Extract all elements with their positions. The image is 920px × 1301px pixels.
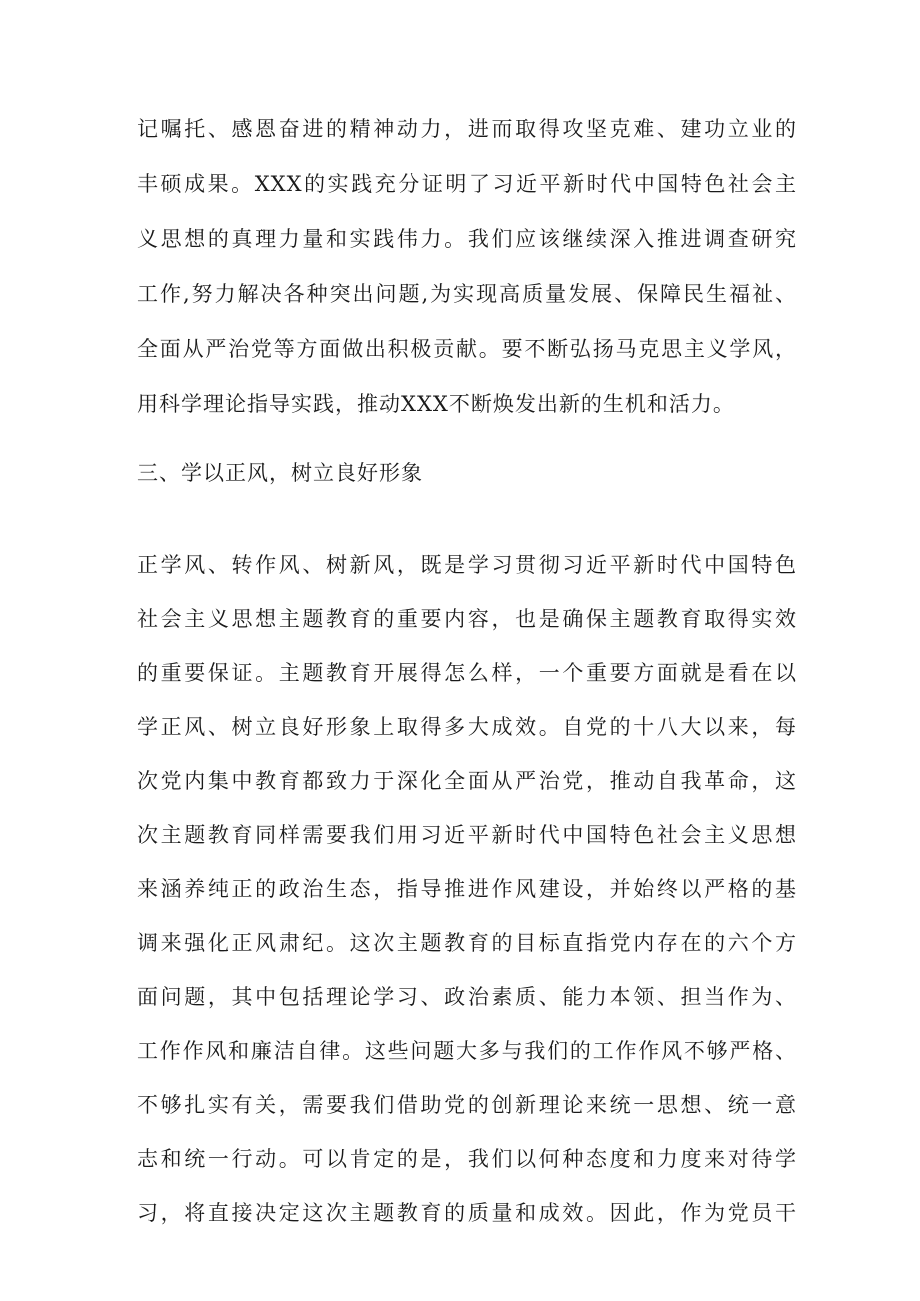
text-line: 工作作风和廉洁自律。这些问题大多与我们的工作作风不够严格、 <box>137 1039 797 1063</box>
text-line: 次主题教育同样需要我们用习近平新时代中国特色社会主义思想 <box>137 823 797 847</box>
text-line: 来涵养纯正的政治生态，指导推进作风建设，并始终以严格的基 <box>137 877 797 901</box>
text-line: 工作,努力解决各种突出问题,为实现高质量发展、保障民生福祉、 <box>137 282 797 306</box>
text-line: 义思想的真理力量和实践伟力。我们应该继续深入推进调查研究 <box>137 227 797 251</box>
text-line: 学正风、树立良好形象上取得多大成效。自党的十八大以来，每 <box>137 715 797 739</box>
text-line: 的重要保证。主题教育开展得怎么样，一个重要方面就是看在以 <box>137 661 797 685</box>
text-line: 全面从严治党等方面做出积极贡献。要不断弘扬马克思主义学风， <box>137 337 797 361</box>
text-line: 次党内集中教育都致力于深化全面从严治党，推动自我革命，这 <box>137 769 797 793</box>
text-line: 用科学理论指导实践，推动XXX不断焕发出新的生机和活力。 <box>137 392 735 416</box>
text-line: 社会主义思想主题教育的重要内容，也是确保主题教育取得实效 <box>137 607 797 631</box>
text-line: 不够扎实有关，需要我们借助党的创新理论来统一思想、统一意 <box>137 1093 797 1117</box>
text-line: 正学风、转作风、树新风，既是学习贯彻习近平新时代中国特色 <box>137 553 797 577</box>
text-line: 记嘱托、感恩奋进的精神动力，进而取得攻坚克难、建功立业的 <box>137 117 797 141</box>
text-line: 志和统一行动。可以肯定的是，我们以何种态度和力度来对待学 <box>137 1147 797 1171</box>
text-line: 丰硕成果。XXX的实践充分证明了习近平新时代中国特色社会主 <box>137 172 797 196</box>
text-line: 习，将直接决定这次主题教育的质量和成效。因此，作为党员干 <box>137 1201 797 1225</box>
text-line: 调来强化正风肃纪。这次主题教育的目标直指党内存在的六个方 <box>137 931 797 955</box>
section-heading-text: 三、学以正风，树立良好形象 <box>137 461 423 485</box>
text-line: 面问题，其中包括理论学习、政治素质、能力本领、担当作为、 <box>137 985 797 1009</box>
